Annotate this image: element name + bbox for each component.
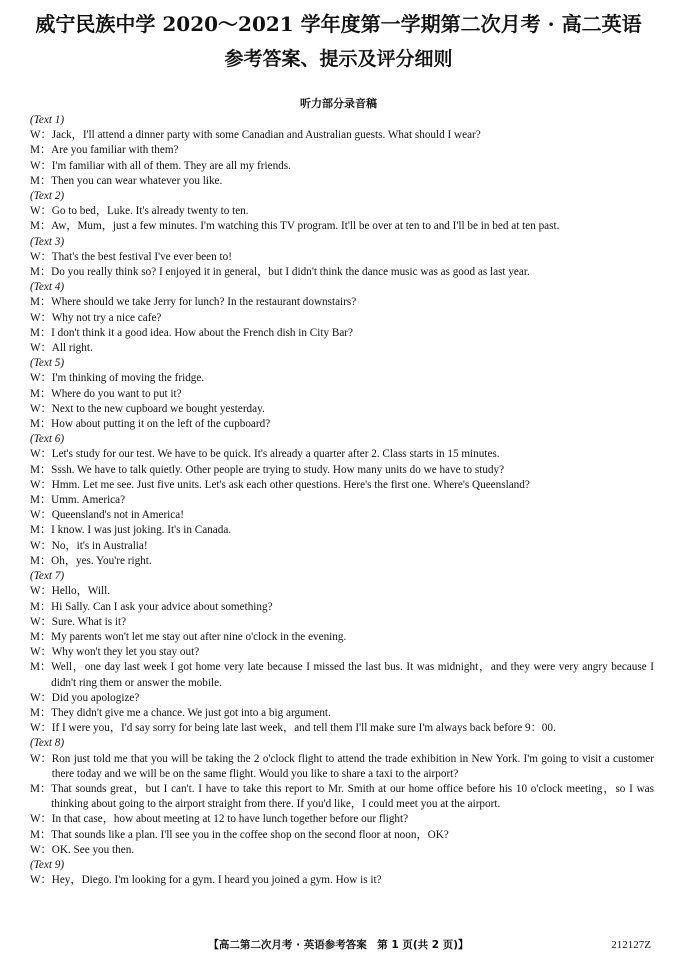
text-heading: (Text 4): [30, 281, 65, 294]
utterance-text: That sounds great，but I can't. I have to take this report to Mr. Smith at our home office before his 10 o'clock meeting，so I was thinking about going to the airport straight from there. If you'd like，I could meet you at the airport.: [51, 782, 654, 811]
footer-page-label: 【高二第二次月考 · 英语参考答案 第 1 页(共 2 页)】: [208, 939, 469, 951]
utterance-text: Next to the new cupboard we bought yesterday.: [51, 402, 265, 415]
footer-code: 212127Z: [611, 939, 651, 951]
dialogue-line: [30, 752, 654, 782]
utterance-text: If I were you，I'd say sorry for being late last week，and tell them I'll make sure I'm always back before 9：00.: [51, 722, 556, 735]
dialogue-line: [30, 143, 654, 158]
listening-transcript: [30, 113, 654, 888]
utterance-text: Do you really think so? I enjoyed it in general，but I didn't think the dance music was as good as last year.: [51, 266, 530, 279]
dialogue-line: [30, 645, 654, 660]
dialogue-line: [30, 159, 654, 174]
dialogue-line: [30, 539, 654, 554]
utterance-text: Did you apologize?: [51, 691, 140, 704]
dialogue-line: [30, 204, 654, 219]
speaker-label: W：: [30, 311, 52, 324]
page-footer: [0, 936, 677, 954]
dialogue-line: [30, 600, 654, 615]
utterance-text: Umm. America?: [51, 494, 126, 507]
speaker-label: M：: [30, 144, 52, 157]
utterance-text: That sounds like a plan. I'll see you in the coffee shop on the second floor at noon，OK?: [51, 828, 449, 841]
dialogue-line: [30, 493, 654, 508]
speaker-label: W：: [30, 722, 52, 735]
utterance-text: That's the best festival I've ever been to!: [51, 250, 232, 263]
dialogue-line: [30, 873, 654, 888]
dialogue-line: [30, 630, 654, 645]
speaker-label: M：: [30, 828, 52, 841]
dialogue-line: [30, 402, 654, 417]
speaker-label: M：: [30, 706, 52, 719]
speaker-label: M：: [30, 524, 52, 537]
dialogue-line: [30, 387, 654, 402]
text-heading: (Text 1): [30, 114, 65, 126]
utterance-text: Hello，Will.: [51, 585, 111, 598]
speaker-label: M：: [30, 174, 52, 187]
document-subtitle: 参考答案、提示及评分细则: [224, 48, 453, 70]
speaker-label: M：: [30, 220, 52, 233]
speaker-label: W：: [30, 509, 52, 522]
dialogue-line: [30, 250, 654, 265]
utterance-text: Well，one day last week I got home very late because I missed the last bus. It was midnight，and they were very angry because I didn't ring them or answer the mobile.: [51, 661, 654, 689]
utterance-text: All right.: [51, 342, 93, 355]
dialogue-line: [30, 660, 654, 690]
speaker-label: M：: [30, 494, 52, 507]
utterance-text: In that case，how about meeting at 12 to have lunch together before our flight?: [51, 813, 409, 826]
speaker-label: W：: [30, 539, 52, 552]
speaker-label: W：: [30, 615, 52, 628]
dialogue-line: [30, 174, 654, 189]
utterance-text: I'm familiar with all of them. They are all my friends.: [51, 159, 291, 172]
utterance-text: How about putting it on the left of the cupboard?: [51, 418, 271, 431]
dialogue-line: [30, 417, 654, 432]
speaker-label: M：: [30, 418, 52, 431]
text-heading: (Text 6): [30, 433, 65, 446]
utterance-text: I don't think it a good idea. How about the French dish in City Bar?: [51, 326, 353, 339]
dialogue-line: [30, 341, 654, 356]
dialogue-line: [30, 812, 654, 827]
speaker-label: W：: [30, 402, 52, 415]
dialogue-line: [30, 311, 654, 326]
utterance-text: Let's study for our test. We have to be quick. It's already a quarter after 2. Class starts in 15 minutes.: [51, 448, 500, 461]
dialogue-line: [30, 721, 654, 736]
speaker-label: W：: [30, 843, 52, 856]
dialogue-line: [30, 615, 654, 630]
speaker-label: M：: [30, 326, 52, 339]
utterance-text: I know. I was just joking. It's in Canada.: [51, 524, 232, 537]
section-heading: 听力部分录音稿: [300, 97, 377, 110]
dialogue-line: [30, 371, 654, 386]
utterance-text: Are you familiar with them?: [51, 144, 179, 157]
dialogue-line: [30, 584, 654, 599]
speaker-label: M：: [30, 661, 52, 674]
dialogue-line: [30, 265, 654, 280]
dialogue-line: [30, 295, 654, 310]
speaker-label: W：: [30, 250, 52, 263]
dialogue-line: [30, 447, 654, 462]
dialogue-line: [30, 828, 654, 843]
utterance-text: Hey，Diego. I'm looking for a gym. I heard you joined a gym. How is it?: [51, 874, 382, 887]
utterance-text: Hmm. Let me see. Just five units. Let's ask each other questions. Here's the first one. Where's Queensland?: [51, 478, 530, 491]
utterance-text: Then you can wear whatever you like.: [51, 174, 223, 187]
utterance-text: Oh，yes. You're right.: [51, 554, 152, 567]
speaker-label: W：: [30, 874, 52, 887]
utterance-text: I'm thinking of moving the fridge.: [51, 372, 205, 385]
speaker-label: W：: [30, 813, 52, 826]
dialogue-line: [30, 478, 654, 493]
speaker-label: W：: [30, 478, 52, 491]
dialogue-line: [30, 706, 654, 721]
text-heading: (Text 5): [30, 357, 65, 370]
text-heading: (Text 3): [30, 235, 65, 248]
text-heading: (Text 9): [30, 858, 65, 871]
dialogue-line: [30, 782, 654, 812]
speaker-label: W：: [30, 129, 52, 142]
speaker-label: W：: [30, 448, 52, 461]
speaker-label: M：: [30, 387, 52, 400]
text-heading: (Text 2): [30, 190, 65, 203]
speaker-label: W：: [30, 691, 52, 704]
speaker-label: M：: [30, 630, 52, 643]
utterance-text: My parents won't let me stay out after nine o'clock in the evening.: [51, 630, 347, 643]
utterance-text: Queensland's not in America!: [51, 509, 184, 522]
speaker-label: W：: [30, 646, 52, 659]
speaker-label: W：: [30, 205, 52, 218]
utterance-text: Why won't they let you stay out?: [51, 646, 200, 659]
text-heading: (Text 7): [30, 570, 65, 583]
dialogue-line: [30, 691, 654, 706]
speaker-label: M：: [30, 782, 52, 795]
speaker-label: W：: [30, 752, 52, 765]
utterance-text: No，it's in Australia!: [51, 539, 148, 552]
dialogue-line: [30, 843, 654, 858]
speaker-label: W：: [30, 159, 52, 172]
utterance-text: Sssh. We have to talk quietly. Other people are trying to study. How many units do we have to study?: [51, 463, 505, 476]
dialogue-line: [30, 508, 654, 523]
dialogue-line: [30, 523, 654, 538]
speaker-label: M：: [30, 296, 52, 309]
dialogue-line: [30, 554, 654, 569]
speaker-label: M：: [30, 463, 52, 476]
speaker-label: W：: [30, 372, 52, 385]
utterance-text: Where should we take Jerry for lunch? In the restaurant downstairs?: [51, 296, 357, 309]
text-heading: (Text 8): [30, 737, 65, 750]
speaker-label: M：: [30, 600, 52, 613]
dialogue-line: [30, 326, 654, 341]
speaker-label: M：: [30, 554, 52, 567]
utterance-text: Jack，I'll attend a dinner party with some Canadian and Australian guests. What should I wear?: [51, 129, 481, 142]
utterance-text: Aw，Mum，just a few minutes. I'm watching this TV program. It'll be over at ten to and I'll be in bed at ten past.: [51, 220, 560, 233]
utterance-text: Where do you want to put it?: [51, 387, 182, 400]
utterance-text: They didn't give me a chance. We just got into a big argument.: [51, 706, 331, 719]
utterance-text: OK. See you then.: [51, 843, 135, 856]
utterance-text: Hi Sally. Can I ask your advice about something?: [51, 600, 273, 613]
dialogue-line: [30, 128, 654, 143]
utterance-text: Go to bed，Luke. It's already twenty to ten.: [51, 205, 249, 218]
speaker-label: M：: [30, 266, 52, 279]
speaker-label: W：: [30, 585, 52, 598]
dialogue-line: [30, 463, 654, 478]
dialogue-line: [30, 219, 654, 234]
utterance-text: Ron just told me that you will be taking the 2 o'clock flight to attend the trade exhibition in New York. I'm going to visit a customer there today and we will be on the same flight. Would you like to share a taxi to the airport?: [51, 752, 654, 780]
utterance-text: Why not try a nice cafe?: [51, 311, 162, 324]
document-title: 威宁民族中学 2020～2021 学年度第一学期第二次月考 · 高二英语: [35, 12, 642, 36]
utterance-text: Sure. What is it?: [51, 615, 127, 628]
speaker-label: W：: [30, 342, 52, 355]
